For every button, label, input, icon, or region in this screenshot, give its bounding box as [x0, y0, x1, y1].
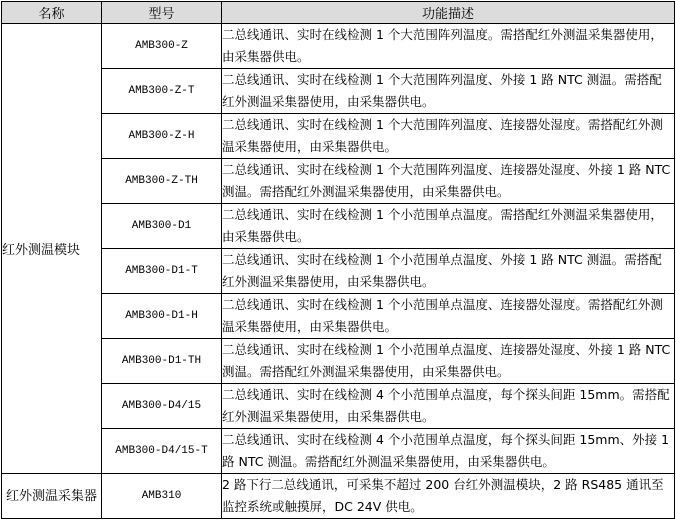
model-cell: AMB300-D1	[102, 204, 222, 249]
description-cell: 二总线通讯、实时在线检测 1 个小范围单点温度。需搭配红外测温采集器使用，由采集器供电。	[222, 204, 675, 249]
description-cell: 二总线通讯、实时在线检测 1 个大范围阵列温度。需搭配红外测温采集器使用，由采集器供电。	[222, 24, 675, 69]
model-cell: AMB300-Z-H	[102, 114, 222, 159]
header-name: 名称	[2, 2, 102, 24]
table-row	[2, 474, 675, 519]
description-cell: 2 路下行二总线通讯，可采集不超过 200 台红外测温模块，2 路 RS485 通讯至监控系统或触摸屏，DC 24V 供电。	[222, 474, 675, 519]
product-spec-table	[1, 1, 675, 519]
description-cell: 二总线通讯、实时在线检测 1 个小范围单点温度、连接器处湿度、外接 1 路 NTC 测温。需搭配红外测温采集器使用，由采集器供电。	[222, 339, 675, 384]
category-infrared-collector: 红外测温采集器	[2, 474, 102, 519]
description-cell: 二总线通讯、实时在线检测 1 个大范围阵列温度、连接器处湿度。需搭配红外测温采集器使用，由采集器供电。	[222, 114, 675, 159]
model-cell: AMB300-Z-TH	[102, 159, 222, 204]
description-cell: 二总线通讯、实时在线检测 4 个小范围单点温度，每个探头间距 15mm。需搭配红外测温采集器使用，由采集器供电。	[222, 384, 675, 429]
description-cell: 二总线通讯、实时在线检测 4 个小范围单点温度，每个探头间距 15mm、外接 1 路 NTC 测温。需搭配红外测温采集器使用，由采集器供电。	[222, 429, 675, 474]
category-infrared-module: 红外测温模块	[2, 24, 102, 474]
model-cell: AMB300-D4/15-T	[102, 429, 222, 474]
model-cell: AMB300-D4/15	[102, 384, 222, 429]
description-cell: 二总线通讯、实时在线检测 1 个大范围阵列温度、外接 1 路 NTC 测温。需搭配红外测温采集器使用，由采集器供电。	[222, 69, 675, 114]
header-description: 功能描述	[222, 2, 675, 24]
table-row	[2, 114, 675, 159]
table-row	[2, 159, 675, 204]
model-cell: AMB300-D1-H	[102, 294, 222, 339]
description-cell: 二总线通讯、实时在线检测 1 个小范围单点温度、连接器处湿度。需搭配红外测温采集器使用，由采集器供电。	[222, 294, 675, 339]
table-row	[2, 339, 675, 384]
table-row	[2, 294, 675, 339]
table-row	[2, 249, 675, 294]
model-cell: AMB300-Z-T	[102, 69, 222, 114]
header-model: 型号	[102, 2, 222, 24]
table-row	[2, 429, 675, 474]
table-row	[2, 204, 675, 249]
description-cell: 二总线通讯、实时在线检测 1 个小范围单点温度、外接 1 路 NTC 测温。需搭配红外测温采集器使用，由采集器供电。	[222, 249, 675, 294]
table-row	[2, 384, 675, 429]
model-cell: AMB300-D1-TH	[102, 339, 222, 384]
table-row	[2, 69, 675, 114]
model-cell: AMB310	[102, 474, 222, 519]
table-row	[2, 24, 675, 69]
model-cell: AMB300-D1-T	[102, 249, 222, 294]
model-cell: AMB300-Z	[102, 24, 222, 69]
description-cell: 二总线通讯、实时在线检测 1 个大范围阵列温度、连接器处湿度、外接 1 路 NTC 测温。需搭配红外测温采集器使用，由采集器供电。	[222, 159, 675, 204]
header-row	[2, 2, 675, 24]
